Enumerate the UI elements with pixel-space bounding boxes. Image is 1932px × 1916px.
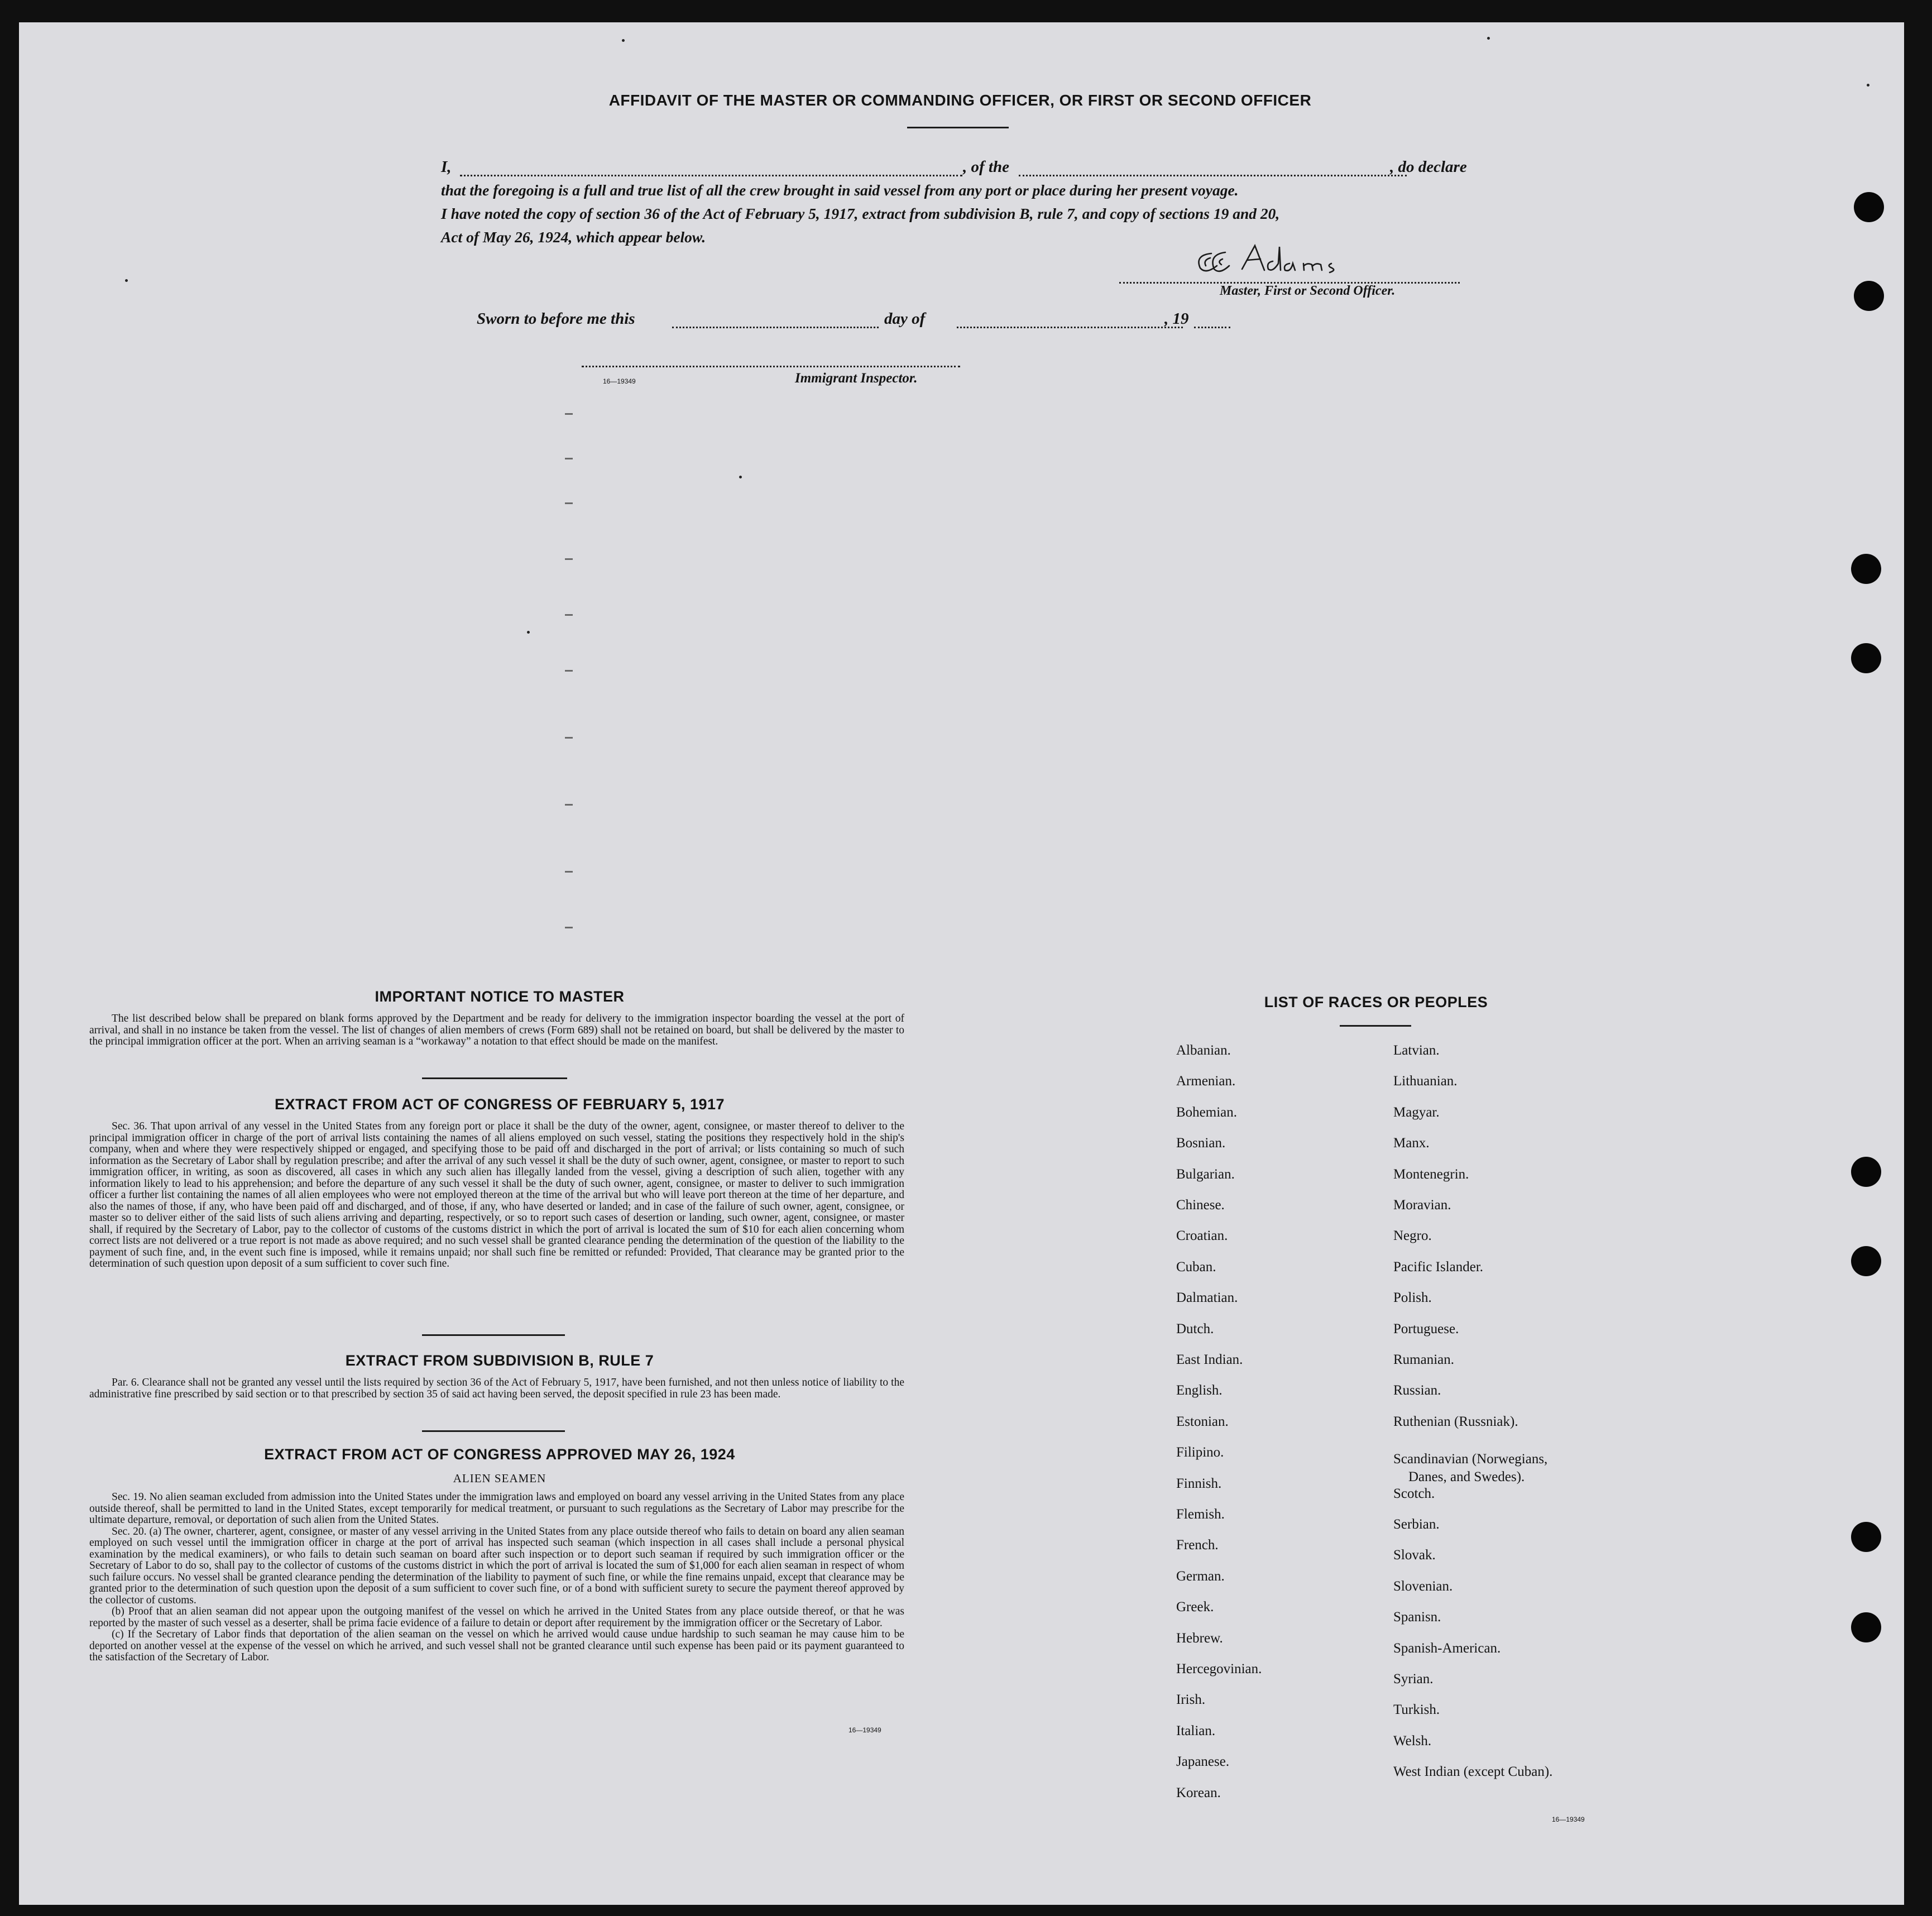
race-item: Hercegovinian. xyxy=(1176,1661,1262,1676)
margin-mark xyxy=(565,737,573,739)
race-item: English. xyxy=(1176,1383,1223,1398)
affidavit-line1 xyxy=(441,158,1484,179)
punch-hole xyxy=(1851,643,1881,673)
race-item: Negro. xyxy=(1393,1228,1432,1243)
day-of-label: day of xyxy=(884,310,926,328)
race-item: Korean. xyxy=(1176,1785,1221,1800)
race-item: Polish. xyxy=(1393,1290,1432,1305)
notice-heading: IMPORTANT NOTICE TO MASTER xyxy=(375,988,625,1005)
sworn-label: Sworn to before me this xyxy=(477,310,635,328)
rule7-body xyxy=(89,1377,904,1400)
race-item: Irish. xyxy=(1176,1692,1206,1707)
affidavit-line4: Act of May 26, 1924, which appear below. xyxy=(441,228,706,246)
divider xyxy=(1340,1025,1411,1027)
margin-mark xyxy=(565,502,573,504)
race-item: Montenegrin. xyxy=(1393,1167,1469,1182)
margin-mark xyxy=(565,927,573,928)
signature-image xyxy=(1189,241,1390,280)
master-caption: Master, First or Second Officer. xyxy=(1220,284,1396,298)
margin-mark xyxy=(565,614,573,616)
divider xyxy=(422,1334,565,1336)
notice-paragraph: The list described below shall be prepared on blank forms approved by the Department and be ready for delivery to the immigration inspector boarding the vessel at the port of arrival, and shall in no instance be taken from the vessel. The list of changes of alien members of crews (Form 689) shall not be retained on board, but shall be delivered by the master to the principal immigration officer at the port. When an arriving seaman is a “workaway” a notation to that effect should be made on the manifest. xyxy=(89,1013,904,1047)
race-item: Croatian. xyxy=(1176,1228,1228,1243)
sec-20c-paragraph: (c) If the Secretary of Labor finds that deportation of the alien seaman on the vessel on which he arrived would cause undue hardship to such seaman he may cause him to be deported on another vessel at the expense of the vessel on which he arrived, and such vessel shall not be granted clearance until such expense has been paid or its payment guaranteed to the satisfaction of the Secretary of Labor. xyxy=(89,1628,904,1663)
affidavit-line2: that the foregoing is a full and true list of all the crew brought in said vessel from any port or place during her present voyage. xyxy=(441,181,1239,199)
affidavit-line3: I have noted the copy of section 36 of the Act of February 5, 1917, extract from subdivision B, rule 7, and copy of sections 19 and 20, xyxy=(441,205,1280,222)
punch-hole xyxy=(1854,281,1884,311)
inspector-line xyxy=(582,366,960,367)
alien-seamen-subheading: ALIEN SEAMEN xyxy=(453,1472,546,1485)
race-item: Japanese. xyxy=(1176,1754,1230,1769)
margin-mark xyxy=(565,670,573,672)
extract-1924-heading: EXTRACT FROM ACT OF CONGRESS APPROVED MAY 26, 1924 xyxy=(264,1446,735,1463)
inspector-caption: Immigrant Inspector. xyxy=(795,371,918,386)
divider xyxy=(422,1077,567,1079)
race-item: Estonian. xyxy=(1176,1414,1229,1429)
race-item: Danes, and Swedes). xyxy=(1408,1469,1525,1484)
do-declare-label: , do declare xyxy=(1390,158,1467,176)
race-item: Latvian. xyxy=(1393,1043,1440,1058)
race-item: Manx. xyxy=(1393,1136,1430,1151)
race-item: Rumanian. xyxy=(1393,1352,1455,1367)
race-item: Hebrew. xyxy=(1176,1631,1223,1646)
race-item: Scandinavian (Norwegians, xyxy=(1393,1452,1548,1467)
affidavit-title: AFFIDAVIT OF THE MASTER OR COMMANDING OFFICER, OR FIRST OR SECOND OFFICER xyxy=(608,92,1312,109)
extract-1924-body xyxy=(89,1492,904,1664)
race-item: Dutch. xyxy=(1176,1321,1214,1337)
race-item: Bosnian. xyxy=(1176,1136,1226,1151)
race-item: Moravian. xyxy=(1393,1198,1451,1213)
race-item: Russian. xyxy=(1393,1383,1441,1398)
form-number-bottom-left: 16—19349 xyxy=(848,1726,881,1734)
notice-body xyxy=(89,1013,904,1048)
year-label: , 19 xyxy=(1164,310,1189,328)
sec-20a-paragraph: Sec. 20. (a) The owner, charterer, agent, consignee, or master of any vessel arriving in the United States from any place outside thereof who fails to detain on board any alien seaman employed on such vessel until the immigration officer in charge at the port of arrival has inspected such seaman (which inspection in all cases shall include a personal physical examination by the medical examiners), or who fails to detain such seaman on board after such inspection or to deport such seaman if required by such immigration officer or the Secretary of Labor to do so, shall pay to the collector of customs of the customs district in which the port of arrival is located the sum of $1,000 for each alien seaman in respect of whom such failure occurs. No vessel shall be granted clearance pending the determination of the liability to payment of such fine, or while the fine remains unpaid, except that clearance may be granted prior to the determination of such question upon the deposit of a sum sufficient to cover such fine, or of a bond with sufficient surety to secure the payment thereof approved by the collector of customs. xyxy=(89,1525,904,1606)
race-item: Albanian. xyxy=(1176,1043,1231,1058)
race-item: Dalmatian. xyxy=(1176,1290,1238,1305)
margin-mark xyxy=(565,871,573,873)
margin-mark xyxy=(565,558,573,560)
races-heading: LIST OF RACES OR PEOPLES xyxy=(1264,994,1488,1010)
race-item: Chinese. xyxy=(1176,1198,1225,1213)
race-item: Bulgarian. xyxy=(1176,1167,1235,1182)
day-blank xyxy=(672,327,879,328)
punch-hole xyxy=(1851,1522,1881,1552)
race-item: French. xyxy=(1176,1537,1219,1553)
race-item: Serbian. xyxy=(1393,1517,1440,1532)
race-item: Portuguese. xyxy=(1393,1321,1459,1337)
sworn-line xyxy=(477,310,1236,331)
race-item: East Indian. xyxy=(1176,1352,1243,1367)
race-item: West Indian (except Cuban). xyxy=(1393,1764,1553,1779)
extract-1917-heading: EXTRACT FROM ACT OF CONGRESS OF FEBRUARY 5, 1917 xyxy=(274,1096,725,1113)
rule7-heading: EXTRACT FROM SUBDIVISION B, RULE 7 xyxy=(345,1352,654,1369)
race-item: Pacific Islander. xyxy=(1393,1259,1484,1275)
divider xyxy=(907,127,1009,128)
race-item: Scotch. xyxy=(1393,1486,1435,1501)
vessel-blank xyxy=(1019,175,1407,176)
race-item: German. xyxy=(1176,1569,1225,1584)
race-item: Armenian. xyxy=(1176,1074,1236,1089)
race-item: Ruthenian (Russniak). xyxy=(1393,1414,1518,1429)
race-item: Syrian. xyxy=(1393,1671,1434,1687)
punch-hole xyxy=(1854,192,1884,222)
punch-hole xyxy=(1851,1612,1881,1642)
race-item: Bohemian. xyxy=(1176,1105,1238,1120)
race-item: Turkish. xyxy=(1393,1702,1440,1717)
race-item: Slovak. xyxy=(1393,1548,1436,1563)
section-36-paragraph: Sec. 36. That upon arrival of any vessel in the United States from any foreign port or place it shall be the duty of the owner, agent, consignee, or master thereof to deliver to the principal immigration officer in charge of the port of arrival lists containing the names of all aliens employed on such vessel, stating the positions they respectively hold in the ship's company, when and where they were respectively shipped or engaged, and specifying those to be paid off and discharged in the port of arrival; or lists containing so much of such information as the Secretary of Labor shall by regulation prescribe; and after the arrival of any such vessel it shall be the duty of such owner, agent, consignee, or master to report to such immigration officer, in writing, as soon as discovered, all cases in which any such alien has illegally landed from the vessel, giving a description of such alien, together with any information likely to lead to his apprehension; and before the departure of any such vessel it shall be the duty of such owner, agent, consignee, or master to deliver to such immigration officer a further list containing the names of all alien employees who were not employed thereon at the time of the arrival but who will leave port thereon at the time of her departure, and also the names of those, if any, who have been paid off and discharged, and of those, if any, who have deserted or landed; and in case of the failure of such owner, agent, consignee, or master so to deliver either of the said lists of such aliens arriving and departing, respectively, or so to report such cases of desertion or landing, such owner, agent, consignee, or master shall, if required by the Secretary of Labor, pay to the collector of customs of the customs district in which the port of arrival is located the sum of $10 for each alien concerning whom correct lists are not delivered or a true report is not made as above required; and no such vessel shall be granted clearance pending the determination of the question of the liability to the payment of such fine, and, in the event such fine is imposed, while it remains unpaid; nor shall such fine be remitted or refunded: Provided, That clearance may be granted prior to the determination of such question upon deposit of a sum sufficient to cover such fine. xyxy=(89,1120,904,1270)
race-item: Greek. xyxy=(1176,1599,1214,1615)
punch-hole xyxy=(1851,554,1881,584)
race-item: Lithuanian. xyxy=(1393,1074,1458,1089)
form-number-top: 16—19349 xyxy=(603,377,636,385)
margin-mark xyxy=(565,413,573,415)
margin-mark xyxy=(565,458,573,459)
race-item: Magyar. xyxy=(1393,1105,1440,1120)
race-item: Spanish-American. xyxy=(1393,1641,1501,1656)
of-the-label: , of the xyxy=(963,158,1009,176)
race-item: Flemish. xyxy=(1176,1507,1225,1522)
race-item: Cuban. xyxy=(1176,1259,1216,1275)
race-item: Filipino. xyxy=(1176,1445,1224,1460)
race-item: Slovenian. xyxy=(1393,1579,1453,1594)
extract-1917-body xyxy=(89,1121,904,1270)
par-6-paragraph: Par. 6. Clearance shall not be granted any vessel until the lists required by section 36 of the Act of February 5, 1917, have been furnished, and not then unless notice of liability to the administrative fine prescribed by said section or to that prescribed by section 35 of said act having been served, the deposit specified in rule 23 has been made. xyxy=(89,1377,904,1400)
sec-19-paragraph: Sec. 19. No alien seaman excluded from admission into the United States under the immigration laws and employed on board any vessel arriving in the United States from any place outside thereof, shall be permitted to land in the United States, except temporarily for medical treatment, or pursuant to such regulations as the Secretary of Labor may prescribe for the ultimate departure, removal, or deportation of such alien from the United States. xyxy=(89,1491,904,1526)
month-blank xyxy=(957,327,1183,328)
punch-hole xyxy=(1851,1246,1881,1276)
divider xyxy=(422,1430,565,1432)
i-label: I, xyxy=(441,158,452,176)
name-blank xyxy=(460,175,962,176)
margin-mark xyxy=(565,804,573,806)
race-item: Finnish. xyxy=(1176,1476,1222,1491)
punch-hole xyxy=(1851,1157,1881,1187)
race-item: Welsh. xyxy=(1393,1733,1432,1749)
year-blank xyxy=(1194,327,1230,328)
race-item: Spanisn. xyxy=(1393,1610,1441,1625)
form-number-bottom-right: 16—19349 xyxy=(1552,1816,1585,1823)
sec-20b-paragraph: (b) Proof that an alien seaman did not appear upon the outgoing manifest of the vessel on which he arrived in the United States from any place outside thereof, or that he was reported by the master of such vessel as a deserter, shall be prima facie evidence of a failure to detain or deport after requirement by the immigration officer or the Secretary of Labor. xyxy=(89,1606,904,1629)
race-item: Italian. xyxy=(1176,1723,1216,1738)
